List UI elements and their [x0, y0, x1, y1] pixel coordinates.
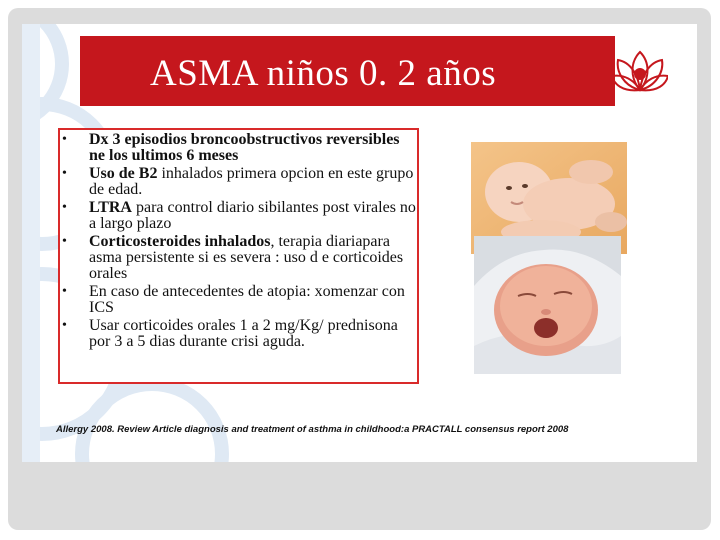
bullet-bold-text: Corticosteroides inhalados [89, 233, 271, 250]
newborn-yawning-photo [474, 236, 621, 374]
bullet-text: inhalados primera opcion en este grupo de edad. [89, 165, 414, 198]
bullet-item [58, 284, 418, 316]
bullet-dot: • [62, 318, 67, 333]
bullet-dot: • [62, 166, 67, 181]
bullet-item [58, 234, 418, 282]
bullet-item [58, 166, 418, 198]
bullet-bold-text: Uso de B2 [89, 165, 158, 182]
bullet-dot: • [62, 200, 67, 215]
bullet-dot: • [62, 234, 67, 249]
bullet-text: para control diario sibilantes post virales no a largo plazo [89, 199, 416, 232]
citation: Allergy 2008. Review Article diagnosis and treatment of asthma in childhood:a PRACTALL consensus report 2008 [56, 424, 569, 435]
bullet-bold-text: LTRA [89, 199, 132, 216]
bullet-text: En caso de antecedentes de atopia: xomenzar con ICS [89, 283, 405, 316]
bullet-item [58, 132, 418, 164]
bullet-bold-text: Dx 3 episodios broncoobstructivos reversibles ne los ultimos 6 meses [89, 131, 400, 164]
bullet-list [58, 132, 418, 352]
bullet-text: , terapia diariapara asma persistente si es severa : uso d e corticoides orales [89, 233, 404, 282]
bullet-dot: • [62, 284, 67, 299]
bullet-text: Usar corticoides orales 1 a 2 mg/Kg/ prednisona por 3 a 5 dias durante crisi aguda. [89, 317, 398, 350]
slide-title: ASMA niños 0. 2 años [150, 53, 497, 94]
bullet-dot: • [62, 132, 67, 147]
lotus-logo-icon [612, 48, 668, 96]
bullet-item [58, 318, 418, 350]
bullet-item [58, 200, 418, 232]
